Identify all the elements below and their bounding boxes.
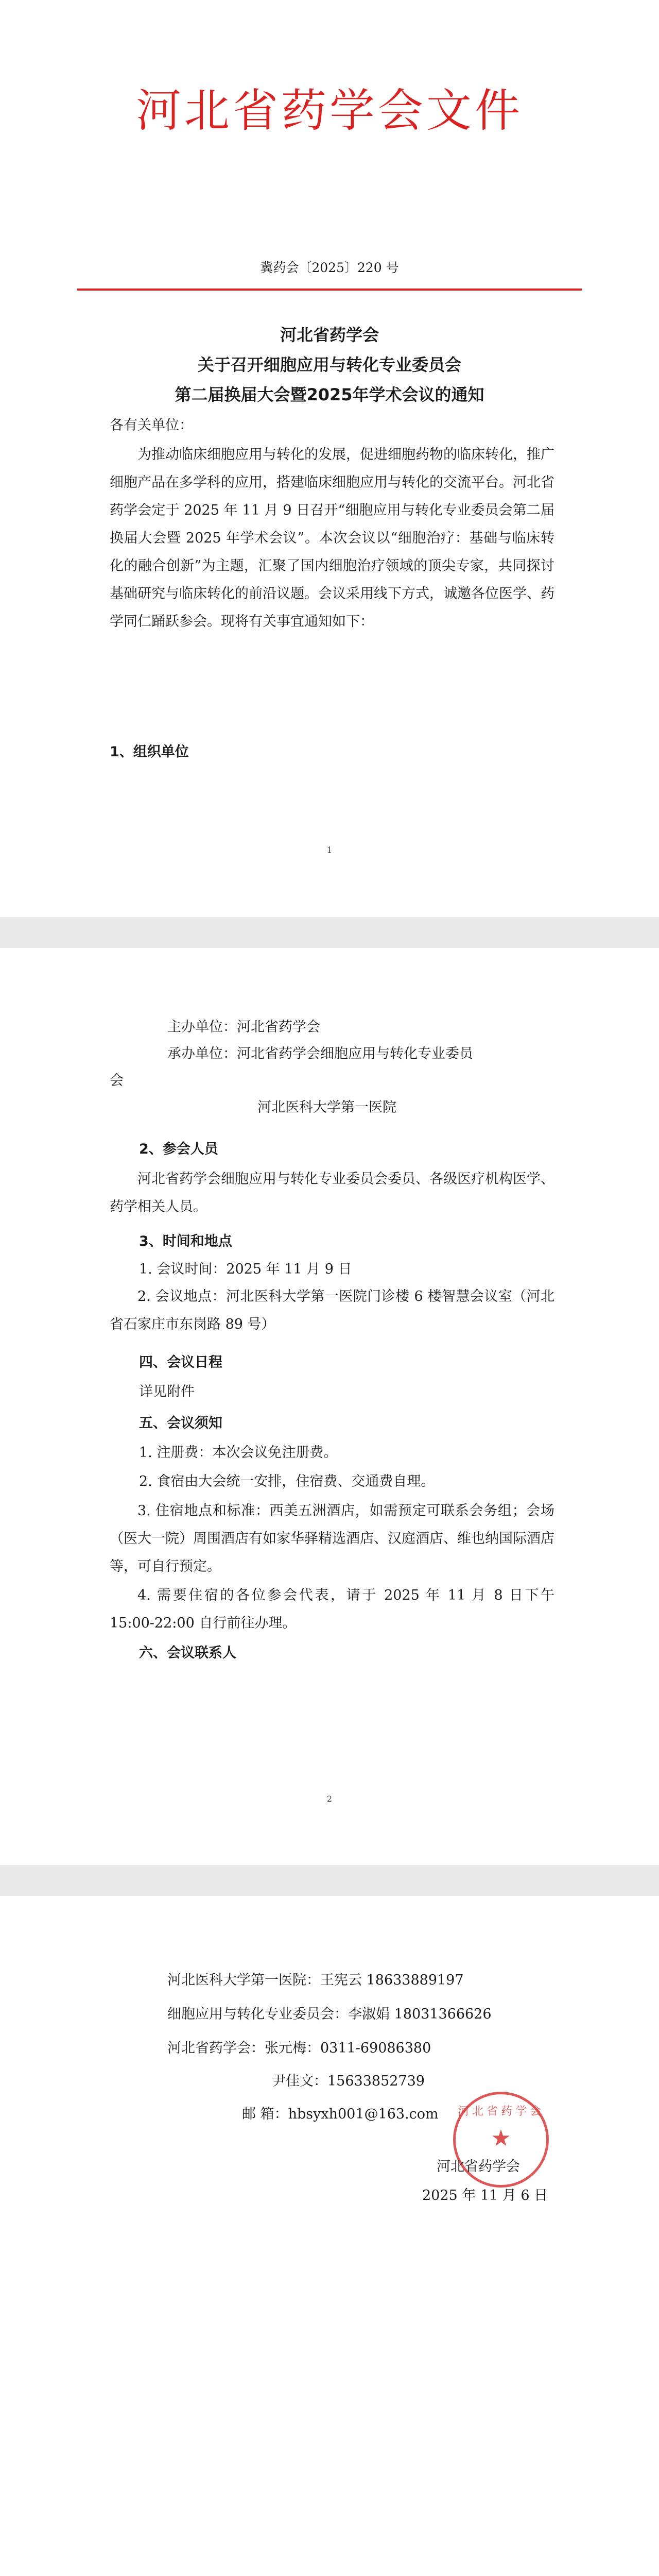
seal-star-icon: ★: [491, 2125, 511, 2151]
page-3: [0, 1896, 659, 2576]
signature-date: 2025 年 11 月 6 日: [422, 2188, 548, 2204]
contact-committee: 细胞应用与转化专业委员会：李淑娟 18031366626: [167, 2006, 492, 2022]
section-6-heading: 六、会议联系人: [139, 1645, 236, 1661]
note-3: 3. 住宿地点和标准：西美五洲酒店，如需预定可联系会务组；会场（医大一院）周围酒店有如家华驿精选酒店、汉庭酒店、维也纳国际酒店等，可自行预定。: [110, 1503, 554, 1574]
signature-org: 河北省药学会: [437, 2159, 520, 2175]
red-divider: [77, 289, 582, 291]
page-2: [0, 948, 659, 1865]
page-number: 1: [326, 845, 333, 855]
note-2: 2. 食宿由大会统一安排，住宿费、交通费自理。: [139, 1473, 435, 1489]
doc-number: 冀药会〔2025〕220 号: [260, 260, 399, 275]
contact-society-2: 尹佳文：15633852739: [272, 2073, 425, 2089]
section-5-heading: 五、会议须知: [139, 1415, 222, 1431]
section-2-heading: 2、参会人员: [139, 1141, 218, 1157]
organizer-unit-cont: 会: [110, 1073, 124, 1089]
attendees-text: 河北省药学会细胞应用与转化专业委员会委员、各级医疗机构医学、药学相关人员。: [110, 1171, 554, 1215]
note-1: 1. 注册费：本次会议免注册费。: [139, 1445, 338, 1461]
document-masthead: 河北省药学会文件: [135, 84, 523, 137]
organizer-unit: 承办单位：河北省药学会细胞应用与转化专业委员: [167, 1046, 473, 1062]
title-line-2: 关于召开细胞应用与转化专业委员会: [197, 355, 461, 375]
section-3-heading: 3、时间和地点: [139, 1233, 232, 1249]
organizer-unit-hospital: 河北医科大学第一医院: [257, 1099, 396, 1115]
schedule-note: 详见附件: [139, 1384, 195, 1400]
contact-hospital: 河北医科大学第一医院：王宪云 18633889197: [167, 1972, 464, 1988]
seal-text: 河北省药学会: [457, 2105, 544, 2118]
host-unit: 主办单位：河北省药学会: [167, 1019, 320, 1035]
intro-paragraph: 为推动临床细胞应用与转化的发展，促进细胞药物的临床转化，推广细胞产品在多学科的应用，搭建临床细胞应用与转化的交流平台。河北省药学会定于 2025 年 11 月 9 日召开“细胞应用与转化专业委员会第二届换届大会暨 2025 年学术会议”。本次会议以“细胞治疗：基础与临床转化的融合创新”为主题，汇聚了国内细胞治疗领域的顶尖专家，共同探讨基础研究与临床转化的前沿议题。会议采用线下方式，诚邀各位医学、药学同仁踊跃参会。现将有关事宜通知如下：: [110, 447, 554, 630]
section-1-heading: 1、组织单位: [110, 744, 189, 760]
page-number: 2: [326, 1794, 333, 1804]
salutation: 各有关单位：: [110, 417, 193, 433]
page-gap: [0, 917, 659, 948]
title-line-1: 河北省药学会: [280, 325, 379, 345]
contact-society: 河北省药学会：张元梅：0311-69086380: [167, 2040, 431, 2056]
meeting-place: 2. 会议地点：河北医科大学第一医院门诊楼 6 楼智慧会议室（河北省石家庄市东岗路 89 号）: [110, 1289, 554, 1332]
title-line-3: 第二届换届大会暨2025年学术会议的通知: [175, 385, 484, 404]
meeting-time: 1. 会议时间：2025 年 11 月 9 日: [139, 1261, 352, 1277]
page-gap: [0, 1865, 659, 1896]
section-4-heading: 四、会议日程: [139, 1354, 222, 1370]
contact-email: 邮 箱：hbsyxh001@163.com: [242, 2106, 439, 2122]
note-4: 4. 需要住宿的各位参会代表，请于 2025 年 11 月 8 日下午 15:00-22:00 自行前往办理。: [110, 1587, 554, 1631]
